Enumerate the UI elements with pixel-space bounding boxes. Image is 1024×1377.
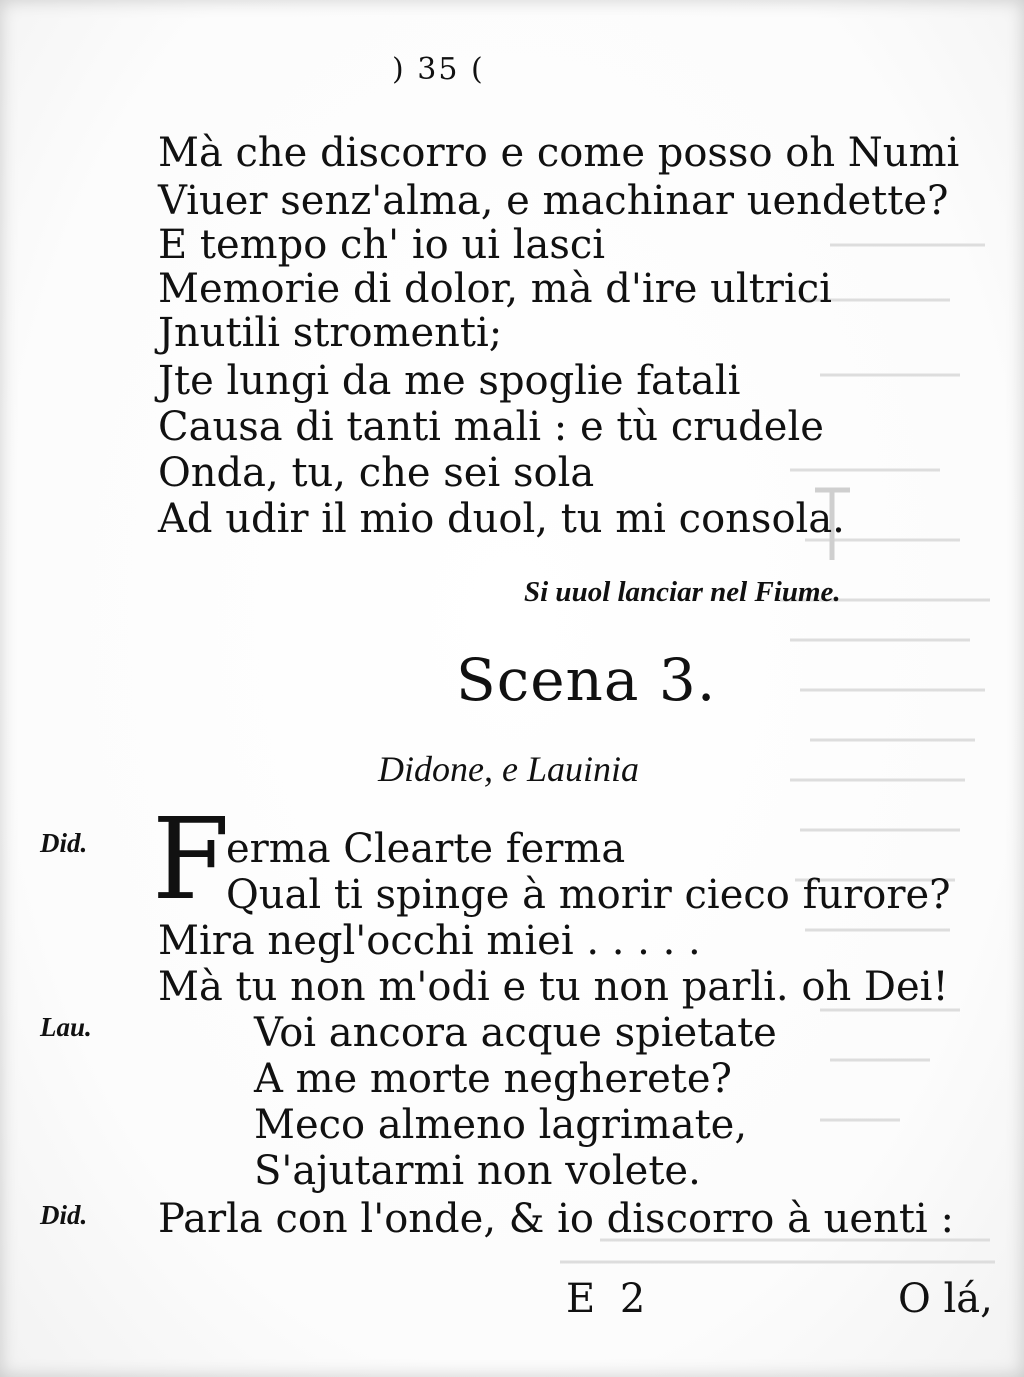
verse-line: Qual ti spinge à morir cieco furore?: [226, 872, 951, 918]
signature-mark: E 2: [566, 1276, 652, 1322]
verse-line: E tempo ch' io ui lasci: [158, 222, 606, 268]
verse-line: Mà che discorro e come posso oh Numi: [158, 130, 960, 176]
verse-line: Mira negl'occhi miei . . . . .: [158, 918, 701, 964]
verse-line: Jte lungi da me spoglie fatali: [158, 358, 741, 404]
verse-line: S'ajutarmi non volete.: [254, 1148, 701, 1194]
speaker-label: Lau.: [40, 1012, 92, 1042]
scene-title: Scena 3.: [456, 646, 717, 714]
verse-line: erma Clearte ferma: [226, 826, 626, 872]
verse-line: Viuer senz'alma, e machinar uendette?: [158, 178, 949, 224]
speaker-label: Did.: [40, 828, 88, 858]
catchword: O lá,: [898, 1276, 993, 1322]
verse-line: Causa di tanti mali : e tù crudele: [158, 404, 824, 450]
verse-line: Mà tu non m'odi e tu non parli. oh Dei!: [158, 964, 949, 1010]
scene-characters: Didone, e Lauinia: [378, 749, 639, 789]
verse-line: Memorie di dolor, mà d'ire ultrici: [158, 266, 832, 312]
verse-line: Parla con l'onde, & io discorro à uenti :: [158, 1196, 954, 1242]
speaker-label: Did.: [40, 1200, 88, 1230]
drop-cap: F: [152, 795, 230, 925]
verse-line: Onda, tu, che sei sola: [158, 450, 595, 496]
stage-direction: Si uuol lanciar nel Fiume.: [524, 576, 841, 608]
verse-line: A me morte negherete?: [254, 1056, 732, 1102]
verse-line: Jnutili stromenti;: [158, 310, 503, 356]
verse-line: Meco almeno lagrimate,: [254, 1102, 748, 1148]
verse-line: Voi ancora acque spietate: [254, 1010, 777, 1056]
verse-line: Ad udir il mio duol, tu mi consola.: [158, 496, 845, 542]
page-number: ) 35 (: [392, 52, 485, 87]
